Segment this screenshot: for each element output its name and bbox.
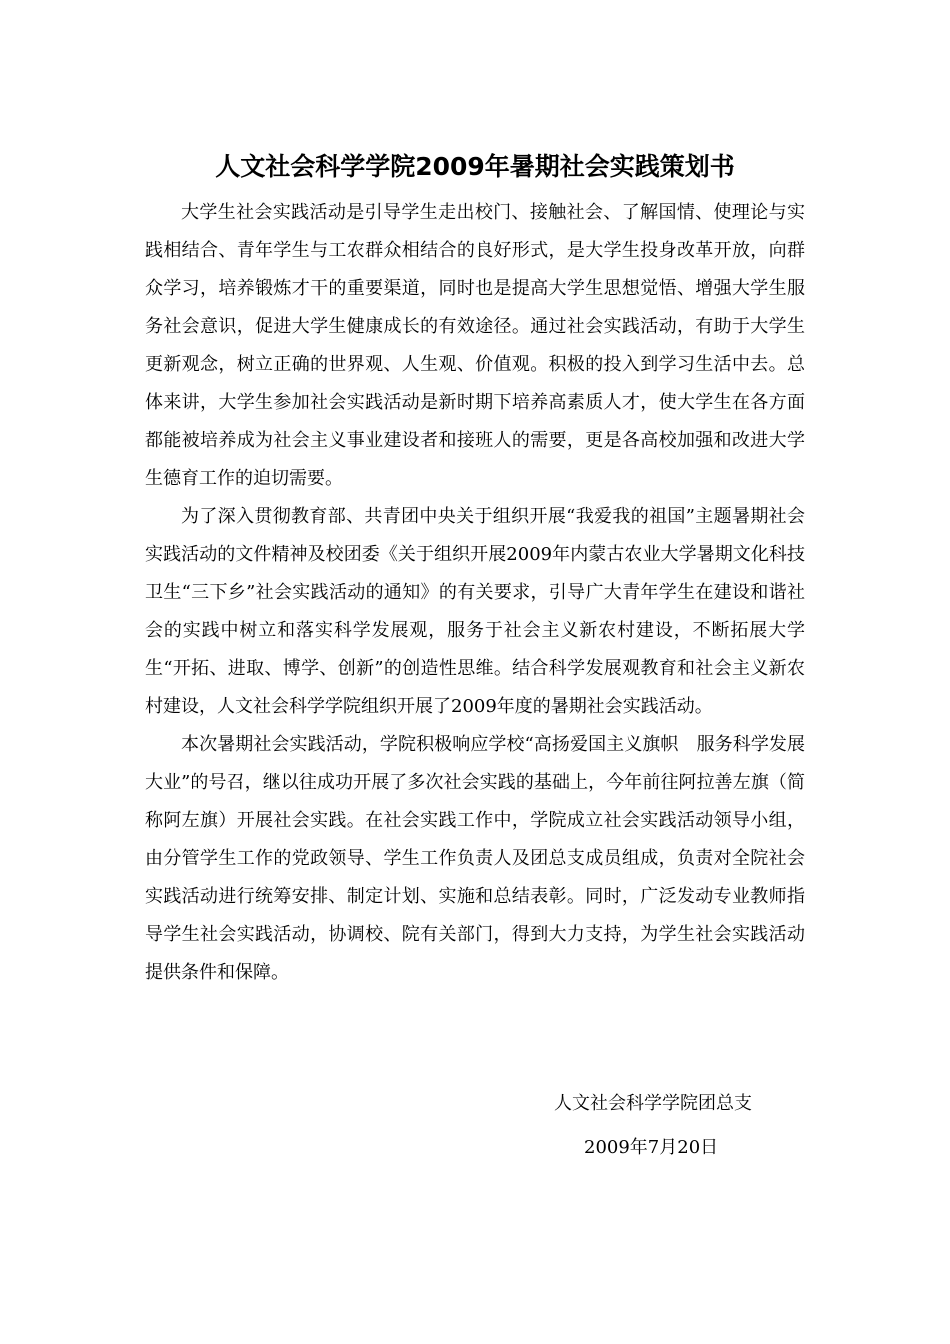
- document-body: [145, 194, 805, 992]
- signature-date: 2009年7月20日: [584, 1137, 719, 1158]
- document-title: 人文社会科学学院2009年暑期社会实践策划书: [215, 151, 735, 181]
- paragraph-introduction: 大学生社会实践活动是引导学生走出校门、接触社会、了解国情、使理论与实践相结合、青年学生与工农群众相结合的良好形式，是大学生投身改革开放，向群众学习，培养锻炼才干的重要渠道，同时也是提高大学生思想觉悟、增强大学生服务社会意识，促进大学生健康成长的有效途径。通过社会实践活动，有助于大学生更新观念，树立正确的世界观、人生观、价值观。积极的投入到学习生活中去。总体来讲，大学生参加社会实践活动是新时期下培养高素质人才，使大学生在各方面都能被培养成为社会主义事业建设者和接班人的需要，更是各高校加强和改进大学生德育工作的迫切需要。: [145, 202, 805, 489]
- paragraph-purpose: 为了深入贯彻教育部、共青团中央关于组织开展“我爱我的祖国”主题暑期社会实践活动的文件精神及校团委《关于组织开展2009年内蒙古农业大学暑期文化科技卫生“三下乡”社会实践活动的通知》的有关要求，引导广大青年学生在建设和谐社会的实践中树立和落实科学发展观，服务于社会主义新农村建设，不断拓展大学生“开拓、进取、博学、创新”的创造性思维。结合科学发展观教育和社会主义新农村建设，人文社会科学学院组织开展了2009年度的暑期社会实践活动。: [145, 506, 805, 717]
- signature-organization: 人文社会科学学院团总支: [554, 1093, 752, 1114]
- paragraph-organization: 本次暑期社会实践活动，学院积极响应学校“高扬爱国主义旗帜 服务科学发展大业”的号召，继以往成功开展了多次社会实践的基础上，今年前往阿拉善左旗（简称阿左旗）开展社会实践。在社会实践工作中，学院成立社会实践活动领导小组，由分管学生工作的党政领导、学生工作负责人及团总支成员组成，负责对全院社会实践活动进行统筹安排、制定计划、实施和总结表彰。同时，广泛发动专业教师指导学生社会实践活动，协调校、院有关部门，得到大力支持，为学生社会实践活动提供条件和保障。: [145, 734, 805, 983]
